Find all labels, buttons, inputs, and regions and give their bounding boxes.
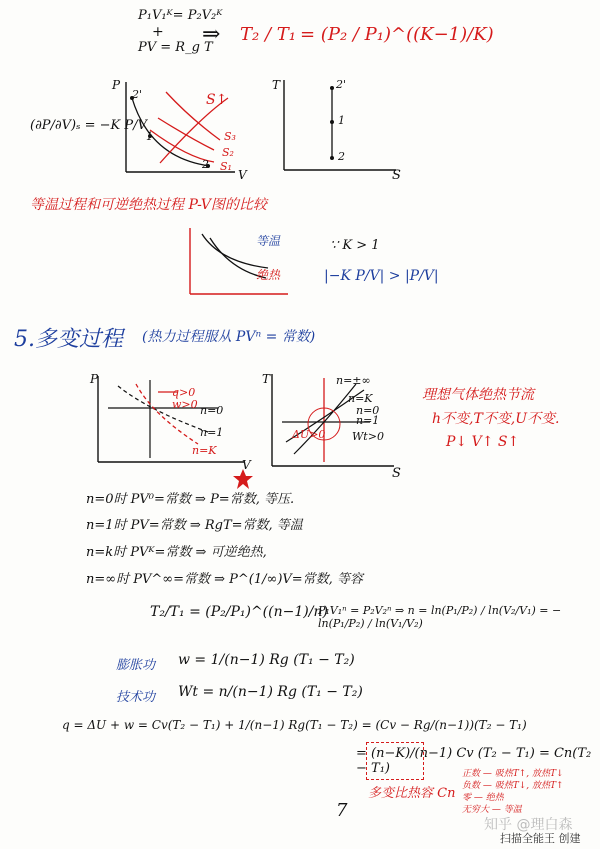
graph1-label-s1: S₁ bbox=[220, 160, 232, 173]
graph1-s-up: S↑ bbox=[206, 92, 228, 108]
temp-ratio-rhs: = (P₂ / P₁)^((K−1)/K) bbox=[300, 24, 494, 45]
cn-case-negative: 负数 — 吸热T↓, 放热T↑ bbox=[462, 781, 564, 791]
pv-nk-label: n=K bbox=[192, 444, 217, 457]
highlight-box bbox=[366, 742, 424, 780]
graph1-label-s3: S₃ bbox=[224, 130, 236, 143]
throttle-line-2: h不变,T不变,U不变. bbox=[432, 411, 560, 427]
graph2-axis-t: T bbox=[272, 78, 281, 92]
graph1-label-1: 1 bbox=[146, 130, 153, 143]
expansion-work-formula: w = 1/(n−1) Rg (T₁ − T₂) bbox=[178, 652, 355, 668]
pv-axis-p: P bbox=[90, 372, 99, 386]
slope-inequality: |−K P/V| > |P/V| bbox=[324, 268, 439, 284]
plus-sign: + bbox=[152, 24, 164, 40]
implies-arrow: ⇒ bbox=[202, 22, 221, 47]
pv-axis-v: V bbox=[242, 458, 251, 472]
cn-case-positive: 正数 — 吸热T↑, 放热T↓ bbox=[462, 769, 564, 779]
graph2-point-1 bbox=[330, 120, 334, 124]
cn-label: 多变比热容 Cn bbox=[368, 786, 456, 801]
cn-case-zero: 零 — 绝热 bbox=[462, 793, 504, 803]
ts-nk-label: n=K bbox=[348, 392, 373, 405]
case-n1: n=1时 PV=常数 ⇒ RgT=常数, 等温 bbox=[86, 518, 303, 533]
throttle-line-1: 理想气体绝热节流 bbox=[422, 387, 534, 403]
polytropic-n-expression: P₁V₁ⁿ = P₂V₂ⁿ ⇒ n = ln(P₁/P₂) / ln(V₂/V₁) = − ln(P₁/P₂) / ln(V₁/V₂) bbox=[318, 604, 562, 630]
graph2-point-2 bbox=[330, 156, 334, 160]
case-ninf: n=∞时 PV^∞=常数 ⇒ P^(1/∞)V=常数, 等容 bbox=[86, 572, 363, 587]
pv-q-label: q>0 bbox=[172, 386, 196, 399]
polytropic-eq-adiabatic: P₁V₁ᴷ= P₂V₂ᴷ bbox=[138, 8, 223, 23]
isentrope-s3 bbox=[158, 118, 214, 150]
ts-du-label: ΔU>0 bbox=[292, 428, 326, 441]
technical-work-label: 技术功 bbox=[116, 690, 156, 705]
star-icon bbox=[232, 468, 254, 490]
graph1-label-2p: 2' bbox=[132, 88, 143, 101]
ts-axis-t: T bbox=[262, 372, 271, 386]
watermark: 知乎 @理白森 bbox=[484, 817, 573, 833]
ts-nk-curve bbox=[294, 384, 356, 454]
expansion-work-label: 膨胀功 bbox=[116, 658, 156, 673]
graph1-axis-p: P bbox=[112, 78, 121, 92]
graph2-label-2p: 2' bbox=[336, 78, 347, 91]
pv-n1-label: n=1 bbox=[200, 426, 224, 439]
graph1-label-s2: S₂ bbox=[222, 146, 234, 159]
heat-formula: q = ΔU + w = Cv(T₂ − T₁) + 1/(n−1) Rg(T₁ − T₂) = (Cv − Rg/(n−1))(T₂ − T₁) bbox=[62, 718, 527, 732]
section-subtitle: (热力过程服从 PVⁿ = 常数) bbox=[142, 329, 316, 345]
technical-work-formula: Wt = n/(n−1) Rg (T₁ − T₂) bbox=[178, 684, 363, 700]
isothermal-label: 等温 bbox=[256, 234, 281, 248]
ts-n1-label: n=1 bbox=[356, 414, 380, 427]
graph1-label-2: 2 bbox=[202, 158, 209, 171]
polytropic-temp-ratio: T₂/T₁ = (P₂/P₁)^((n−1)/n) bbox=[150, 604, 328, 620]
graph1-path-curve bbox=[132, 98, 210, 166]
case-nk: n=k时 PVᴷ=常数 ⇒ 可逆绝热, bbox=[86, 545, 267, 560]
graph2-point-2p bbox=[330, 86, 334, 90]
ts-axis-s: S bbox=[392, 466, 401, 481]
page-number: 7 bbox=[336, 800, 348, 821]
pv-n0-label: n=0 bbox=[200, 404, 224, 417]
ts-ninf-label: n=±∞ bbox=[336, 374, 371, 387]
comparison-title: 等温过程和可逆绝热过程 P-V图的比较 bbox=[30, 197, 267, 213]
case-n0: n=0时 PV⁰=常数 ⇒ P=常数, 等压. bbox=[86, 492, 295, 507]
pv-w-label: w>0 bbox=[172, 398, 198, 411]
graph2-axis-s: S bbox=[392, 168, 401, 183]
scanner-credit: 扫描全能王 创建 bbox=[500, 832, 581, 845]
cn-case-infinite: 无穷大 — 等温 bbox=[462, 805, 522, 815]
k-condition: ∵ K > 1 bbox=[330, 238, 380, 253]
ts-n0-label: n=0 bbox=[356, 404, 380, 417]
adiabatic-label: 绝热 bbox=[256, 268, 281, 282]
heat-formula-cn: = (n−K)/(n−1) Cv (T₂ − T₁) = Cn(T₂ − T₁) bbox=[356, 746, 592, 776]
graph2-label-1: 1 bbox=[338, 114, 345, 127]
temp-ratio-lhs: T₂ / T₁ bbox=[240, 24, 296, 45]
ts-wt-label: Wt>0 bbox=[352, 430, 384, 443]
section-heading: 5.多变过程 bbox=[14, 327, 123, 352]
throttle-line-3: P↓ V↑ S↑ bbox=[446, 434, 520, 450]
ideal-gas-eq: PV = R_g T bbox=[138, 40, 213, 55]
isentropic-slope: (∂P/∂V)ₛ = −K P/V bbox=[30, 118, 147, 133]
polytropic-pv-graph bbox=[88, 370, 248, 470]
ts-isentrope-graph bbox=[270, 74, 400, 184]
graph2-label-2: 2 bbox=[338, 150, 345, 163]
graph1-axis-v: V bbox=[238, 168, 247, 182]
